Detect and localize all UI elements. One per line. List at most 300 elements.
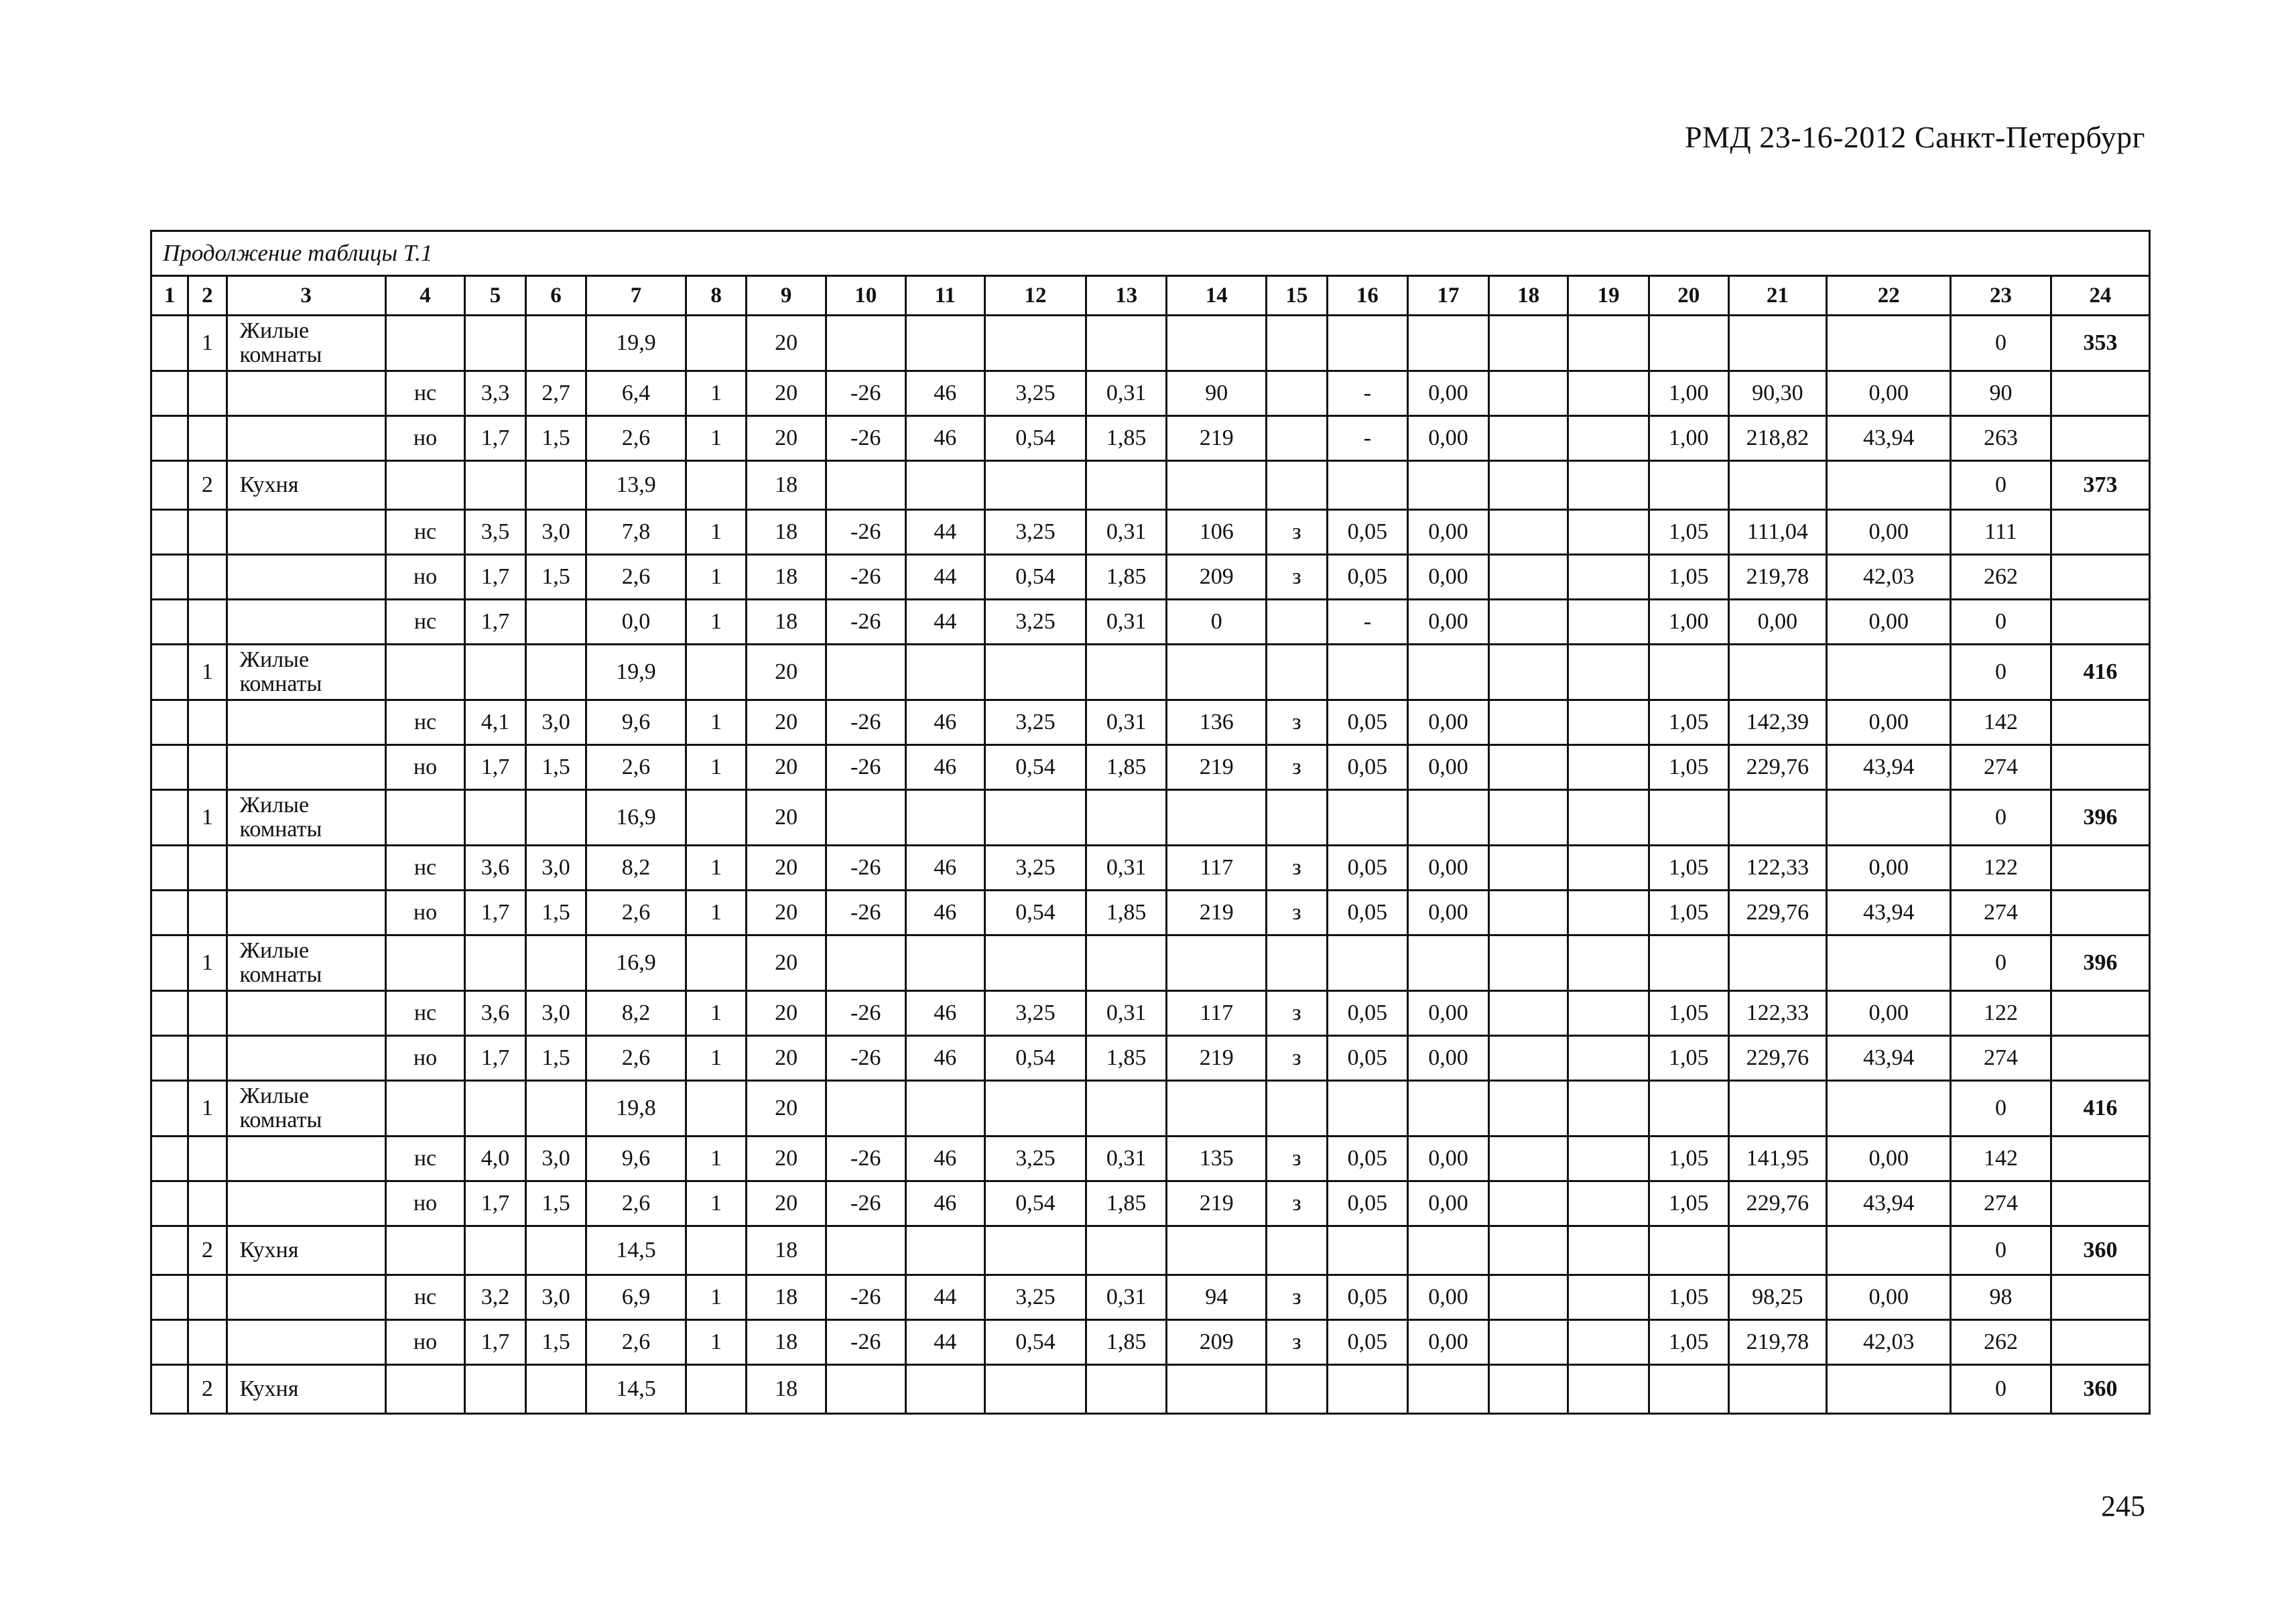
table-cell [1086,461,1167,510]
table-cell: 0,54 [985,1181,1086,1226]
table-cell [1267,935,1327,991]
table-cell: 274 [1951,891,2051,935]
table-cell [1327,316,1408,371]
table-cell: - [1327,416,1408,461]
table-cell: - [1327,371,1408,416]
table-cell: 0,00 [1408,846,1489,891]
table-cell: 1,05 [1649,1036,1728,1081]
table-cell [686,461,746,510]
column-number: 1 [151,276,188,316]
table-cell [1827,1365,1951,1414]
table-cell: 1,05 [1649,700,1728,745]
total-cell [2051,510,2149,555]
table-cell [1167,1081,1267,1137]
table-cell: 262 [1951,1320,2051,1365]
table-cell: 8,2 [586,846,686,891]
table-cell [151,510,188,555]
table-cell: 46 [905,371,985,416]
table-cell [151,600,188,645]
table-cell: -26 [826,416,905,461]
table-cell: 0,00 [1408,700,1489,745]
table-cell [1488,1181,1568,1226]
table-cell [1649,1365,1728,1414]
table-cell [188,416,227,461]
table-cell: 1 [686,510,746,555]
table-cell: 0,31 [1086,991,1167,1036]
table-cell: 0,00 [1408,1137,1489,1181]
table-cell: 46 [905,1181,985,1226]
table-cell: 98,25 [1728,1275,1827,1320]
table-cell: 274 [1951,1036,2051,1081]
table-cell: 18 [747,1226,826,1275]
column-number: 20 [1649,276,1728,316]
table-cell: 1,7 [465,600,525,645]
table-cell: 1,05 [1649,1137,1728,1181]
table-cell [1568,790,1649,846]
table-cell: 0,05 [1327,891,1408,935]
room-name-cell: Жилые комнаты [227,790,385,846]
room-row [151,1226,2150,1275]
table-cell [151,935,188,991]
table-cell [151,846,188,891]
table-cell: 42,03 [1827,1320,1951,1365]
table-cell [1086,790,1167,846]
table-cell: 274 [1951,745,2051,790]
table-cell [465,790,525,846]
table-cell: нс [385,600,465,645]
table-cell: 106 [1167,510,1267,555]
table-cell: 1,85 [1086,891,1167,935]
table-cell [188,991,227,1036]
total-cell [2051,1275,2149,1320]
table-cell: 3,3 [465,371,525,416]
column-number: 15 [1267,276,1327,316]
table-cell: 4,1 [465,700,525,745]
column-number-row [151,276,2150,316]
table-cell: з [1267,510,1327,555]
table-cell: 3,25 [985,1137,1086,1181]
table-cell [1488,935,1568,991]
table-cell [1267,645,1327,700]
table-cell: 3,6 [465,846,525,891]
table-cell: 14,5 [586,1365,686,1414]
page-number: 245 [2101,1490,2145,1522]
table-cell: 2,6 [586,1320,686,1365]
table-cell: 90,30 [1728,371,1827,416]
surface-row [151,745,2150,790]
table-cell: 20 [747,991,826,1036]
surface-row [151,1137,2150,1181]
table-cell: 122,33 [1728,991,1827,1036]
table-cell: 1,85 [1086,745,1167,790]
table-cell: -26 [826,700,905,745]
surface-row [151,371,2150,416]
table-cell: но [385,555,465,600]
table-cell: 1,5 [525,416,586,461]
room-name-cell [227,991,385,1036]
table-cell: з [1267,745,1327,790]
table-cell [151,1036,188,1081]
table-cell: 43,94 [1827,1036,1951,1081]
table-cell: но [385,416,465,461]
table-cell [525,790,586,846]
column-number: 23 [1951,276,2051,316]
table-cell: 1,5 [525,745,586,790]
table-cell: з [1267,891,1327,935]
table-cell: 14,5 [586,1226,686,1275]
table-cell [188,1137,227,1181]
table-cell [1086,1226,1167,1275]
table-cell: 1,05 [1649,1275,1728,1320]
table-cell: 0,00 [1827,846,1951,891]
table-cell [151,891,188,935]
table-cell [465,645,525,700]
table-cell: 3,5 [465,510,525,555]
table-cell [1649,316,1728,371]
table-cell: 0 [1951,1226,2051,1275]
table-cell: з [1267,1181,1327,1226]
table-cell [188,891,227,935]
table-cell [826,316,905,371]
table-cell [1568,1226,1649,1275]
table-cell: 0,00 [1827,1275,1951,1320]
table-cell: -26 [826,991,905,1036]
table-cell [1267,1226,1327,1275]
table-cell [151,371,188,416]
column-number: 8 [686,276,746,316]
table-cell [151,745,188,790]
total-cell [2051,700,2149,745]
table-cell [1488,1081,1568,1137]
table-cell [826,645,905,700]
table-cell [1327,461,1408,510]
table-cell [1568,600,1649,645]
table-cell: 0,31 [1086,1275,1167,1320]
table-cell [1488,555,1568,600]
table-cell [826,790,905,846]
table-cell [1488,1320,1568,1365]
table-cell: 44 [905,510,985,555]
room-row [151,790,2150,846]
table-cell [1568,1275,1649,1320]
room-row [151,461,2150,510]
table-cell: 9,6 [586,1137,686,1181]
room-name-cell [227,510,385,555]
table-cell [1488,700,1568,745]
table-cell [1267,461,1327,510]
room-name-cell: Жилые комнаты [227,645,385,700]
room-row [151,1081,2150,1137]
table-cell: 20 [747,790,826,846]
table-cell [1568,1320,1649,1365]
room-name-cell [227,1320,385,1365]
table-cell: 142,39 [1728,700,1827,745]
table-cell: 122 [1951,846,2051,891]
table-cell: 20 [747,1181,826,1226]
table-cell [1327,1365,1408,1414]
table-cell [151,991,188,1036]
table-cell: 0,05 [1327,1137,1408,1181]
table-cell [1267,600,1327,645]
table-cell [188,745,227,790]
document-header: РМД 23-16-2012 Санкт-Петербург [1684,120,2145,154]
table-cell: 1,5 [525,555,586,600]
table-cell: 3,2 [465,1275,525,1320]
table-cell: з [1267,1036,1327,1081]
table-cell: 1,7 [465,745,525,790]
column-number: 16 [1327,276,1408,316]
table-cell [1649,935,1728,991]
column-number: 13 [1086,276,1167,316]
table-cell [1408,935,1489,991]
table-body [151,231,2150,1414]
table-cell: 20 [747,371,826,416]
table-cell: но [385,891,465,935]
table-cell: 43,94 [1827,416,1951,461]
table-cell: 1,85 [1086,1036,1167,1081]
table-cell: 229,76 [1728,891,1827,935]
table-cell [525,1365,586,1414]
table-cell [1568,745,1649,790]
table-cell: 6,4 [586,371,686,416]
table-cell [1086,935,1167,991]
table-cell [686,1365,746,1414]
table-cell [1267,790,1327,846]
table-cell: 0,00 [1408,745,1489,790]
column-number: 19 [1568,276,1649,316]
table-cell [1167,1365,1267,1414]
table-cell [905,461,985,510]
table-cell: 0,54 [985,555,1086,600]
table-caption: Продолжение таблицы Т.1 [151,231,2150,276]
table-cell [525,1081,586,1137]
table-cell: 1,7 [465,1320,525,1365]
table-cell [188,1275,227,1320]
table-cell: 0 [1951,1081,2051,1137]
table-cell [1568,1036,1649,1081]
table-cell: - [1327,600,1408,645]
table-cell: нс [385,991,465,1036]
table-cell: 19,8 [586,1081,686,1137]
table-cell: 136 [1167,700,1267,745]
table-cell [826,935,905,991]
table-cell [1488,1036,1568,1081]
table-cell: 90 [1167,371,1267,416]
room-name-cell: Жилые комнаты [227,935,385,991]
table-cell: 18 [747,1275,826,1320]
table-cell [385,1365,465,1414]
table-cell: -26 [826,510,905,555]
table-cell: з [1267,846,1327,891]
table-cell [151,1226,188,1275]
surface-row [151,1275,2150,1320]
table-cell: 0,54 [985,891,1086,935]
table-cell: 20 [747,846,826,891]
table-cell [1408,316,1489,371]
table-cell: 2,7 [525,371,586,416]
table-cell: 18 [747,1320,826,1365]
table-cell: 46 [905,891,985,935]
table-cell [1728,1081,1827,1137]
surface-row [151,555,2150,600]
table-cell [1568,555,1649,600]
table-cell [151,1137,188,1181]
column-number: 14 [1167,276,1267,316]
table-cell [686,1081,746,1137]
table-cell [385,790,465,846]
table-cell [1167,935,1267,991]
total-cell: 353 [2051,316,2149,371]
table-cell: 20 [747,891,826,935]
table-cell: 43,94 [1827,891,1951,935]
table-cell: но [385,1036,465,1081]
table-cell [1568,645,1649,700]
table-cell [1408,790,1489,846]
table-cell: 0,00 [1827,1137,1951,1181]
table-cell: 3,6 [465,991,525,1036]
table-cell: 111,04 [1728,510,1827,555]
table-cell: 19,9 [586,645,686,700]
heat-loss-table-container [150,230,2151,1415]
column-number: 5 [465,276,525,316]
table-cell [151,1365,188,1414]
table-cell: 0,05 [1327,1275,1408,1320]
table-cell: 1 [188,316,227,371]
table-cell: 0,00 [1827,371,1951,416]
table-cell [1728,1365,1827,1414]
table-cell [905,645,985,700]
table-cell: 0,31 [1086,371,1167,416]
table-cell [151,316,188,371]
table-cell [1488,600,1568,645]
table-cell: 3,25 [985,846,1086,891]
table-cell: -26 [826,1181,905,1226]
table-cell: -26 [826,1036,905,1081]
table-cell [1267,1081,1327,1137]
table-cell: 229,76 [1728,1181,1827,1226]
total-cell: 360 [2051,1365,2149,1414]
table-cell [1568,891,1649,935]
table-cell: 1 [686,1137,746,1181]
table-cell [1728,645,1827,700]
table-cell: -26 [826,1137,905,1181]
table-cell: 1,5 [525,1181,586,1226]
table-cell [1086,1081,1167,1137]
total-cell: 416 [2051,1081,2149,1137]
table-cell [188,1181,227,1226]
surface-row [151,700,2150,745]
table-cell [385,1226,465,1275]
table-cell: 0 [1951,935,2051,991]
surface-row [151,891,2150,935]
room-name-cell [227,555,385,600]
table-cell [465,935,525,991]
table-cell [1649,461,1728,510]
table-cell [985,1226,1086,1275]
table-cell: 0,0 [586,600,686,645]
table-cell [188,510,227,555]
table-cell [188,600,227,645]
table-cell [1649,1081,1728,1137]
table-cell: -26 [826,891,905,935]
table-cell: 1 [686,1181,746,1226]
column-number: 3 [227,276,385,316]
table-cell [1827,316,1951,371]
table-cell: 1 [686,371,746,416]
table-cell: 1,7 [465,891,525,935]
total-cell [2051,555,2149,600]
table-cell [188,555,227,600]
table-cell [985,790,1086,846]
table-cell: 44 [905,600,985,645]
table-cell [385,461,465,510]
table-cell: 0,00 [1408,1036,1489,1081]
table-cell [905,790,985,846]
table-cell: 13,9 [586,461,686,510]
table-cell: 263 [1951,416,2051,461]
table-cell: 20 [747,700,826,745]
table-cell: 94 [1167,1275,1267,1320]
table-cell [1086,645,1167,700]
table-cell: 44 [905,1275,985,1320]
table-cell: нс [385,700,465,745]
table-cell [1267,416,1327,461]
total-cell: 396 [2051,935,2149,991]
table-cell: 1 [188,935,227,991]
table-cell: 117 [1167,846,1267,891]
table-cell: 1,05 [1649,510,1728,555]
table-cell: 111 [1951,510,2051,555]
table-cell: 0,05 [1327,1036,1408,1081]
table-cell [1649,790,1728,846]
table-caption-row [151,231,2150,276]
table-cell: 2,6 [586,1181,686,1226]
table-cell [188,1320,227,1365]
table-cell: 1,05 [1649,991,1728,1036]
table-cell: 42,03 [1827,555,1951,600]
room-name-cell [227,416,385,461]
table-cell [465,1226,525,1275]
column-number: 24 [2051,276,2149,316]
table-cell: 219 [1167,416,1267,461]
table-cell: 3,25 [985,991,1086,1036]
column-number: 9 [747,276,826,316]
table-cell [1568,510,1649,555]
heat-loss-table [150,230,2151,1415]
table-cell: 43,94 [1827,745,1951,790]
table-cell [1488,1226,1568,1275]
room-name-cell [227,700,385,745]
table-cell: 1,5 [525,1320,586,1365]
table-cell: -26 [826,1320,905,1365]
column-number: 18 [1488,276,1568,316]
table-cell: 18 [747,555,826,600]
table-cell [1568,1137,1649,1181]
table-cell: 46 [905,846,985,891]
room-name-cell [227,1137,385,1181]
table-cell: 219 [1167,1036,1267,1081]
table-cell: 3,0 [525,846,586,891]
table-cell: 20 [747,1081,826,1137]
table-cell [1167,461,1267,510]
table-cell: 0,31 [1086,510,1167,555]
table-cell: 0,00 [1408,991,1489,1036]
total-cell [2051,891,2149,935]
table-cell: 0,05 [1327,991,1408,1036]
table-cell: 0,00 [1827,510,1951,555]
table-cell: 46 [905,700,985,745]
table-cell: 16,9 [586,935,686,991]
